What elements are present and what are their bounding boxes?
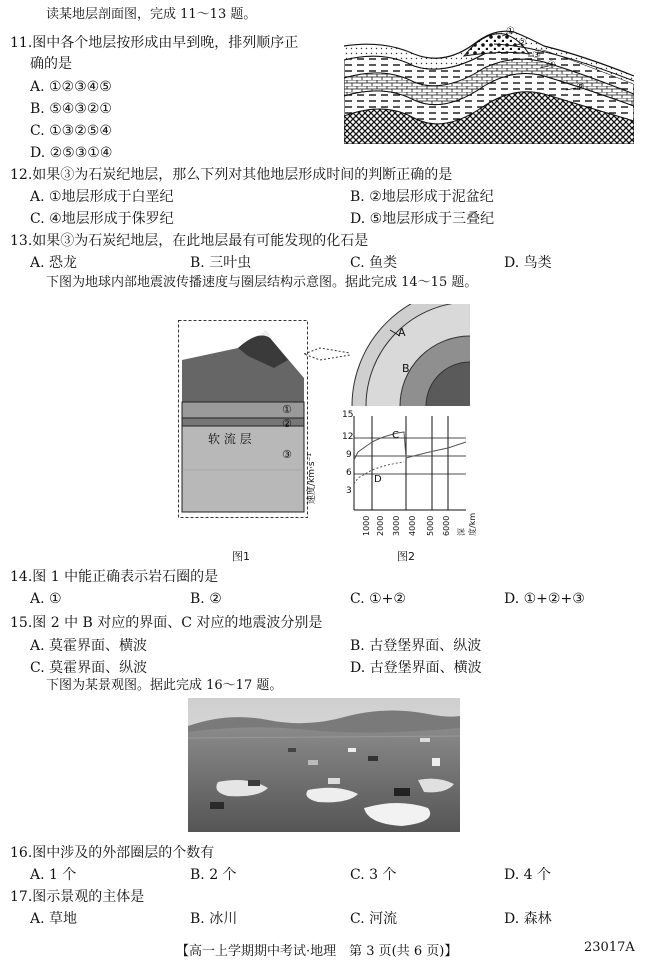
- q13-option-b[interactable]: B. 三叶虫: [190, 255, 252, 271]
- fig2-ytick-3: 3: [346, 486, 352, 496]
- fig2-ytick-6: 6: [346, 468, 352, 478]
- figure-2-caption: 图2: [397, 550, 415, 563]
- strata-label-5: ⑤: [576, 82, 585, 93]
- q17-option-b[interactable]: B. 冰川: [190, 911, 238, 927]
- strata-label-1: ①: [506, 26, 515, 37]
- q11-stem-line1: 11.图中各个地层按形成由早到晚，排列顺序正: [10, 35, 299, 51]
- earth-layers-quadrant: [350, 304, 470, 406]
- q11-option-c[interactable]: C. ①③②⑤④: [30, 123, 112, 139]
- section-intro-11-13: 读某地层剖面图，完成 11～13 题。: [46, 7, 257, 22]
- strata-cross-section-figure: [344, 26, 634, 144]
- q14-option-b[interactable]: B. ②: [190, 591, 222, 607]
- fig2-curve-label-c: C: [392, 430, 399, 441]
- q11-option-a[interactable]: A. ①②③④⑤: [30, 79, 112, 95]
- q15-option-c[interactable]: C. 莫霍界面、纵波: [30, 660, 148, 676]
- fig1-asthenosphere-label: 软 流 层: [208, 432, 252, 446]
- q13-option-c[interactable]: C. 鱼类: [350, 255, 398, 271]
- q15-option-b[interactable]: B. 古登堡界面、纵波: [350, 638, 482, 654]
- fig2-ylabel: 速度/km·s⁻¹: [307, 453, 317, 504]
- fig2-xtick-6000: 6000: [442, 515, 451, 536]
- figure-2-seismic-chart: [307, 408, 477, 544]
- fig2-ytick-15: 15: [342, 410, 354, 420]
- q12-stem: 12.如果③为石炭纪地层，那么下列对其他地层形成时间的判断正确的是: [10, 167, 453, 183]
- q14-option-d[interactable]: D. ①+②+③: [504, 591, 585, 607]
- q16-option-d[interactable]: D. 4 个: [504, 867, 551, 883]
- q15-option-a[interactable]: A. 莫霍界面、横波: [30, 638, 148, 654]
- circle-label-b: B: [402, 362, 410, 375]
- q12-option-a[interactable]: A. ①地层形成于白垩纪: [30, 189, 174, 205]
- q13-option-d[interactable]: D. 鸟类: [504, 255, 552, 271]
- fig2-curve-label-d: D: [374, 474, 382, 485]
- q14-stem: 14.图 1 中能正确表示岩石圈的是: [10, 569, 219, 585]
- strata-label-3: ③: [532, 50, 541, 61]
- exam-code: 23017A: [584, 940, 635, 955]
- fig1-layer-label-1: ①: [282, 403, 292, 416]
- fig2-ytick-12: 12: [342, 432, 354, 442]
- grassland-landscape-photo: [188, 698, 460, 832]
- section-intro-14-15: 下图为地球内部地震波传播速度与圈层结构示意图。据此完成 14～15 题。: [46, 275, 478, 290]
- q17-option-a[interactable]: A. 草地: [30, 911, 78, 927]
- q11-option-d[interactable]: D. ②⑤③①④: [30, 145, 113, 161]
- q12-option-d[interactable]: D. ⑤地层形成于三叠纪: [350, 211, 495, 227]
- q11-stem-line2: 确的是: [30, 56, 72, 72]
- figure-1-block-diagram: [178, 320, 308, 518]
- q15-stem: 15.图 2 中 B 对应的界面、C 对应的地震波分别是: [10, 615, 323, 631]
- fig2-xtick-1000: 1000: [362, 515, 371, 536]
- strata-label-2: ②: [518, 38, 527, 49]
- q16-option-a[interactable]: A. 1 个: [30, 867, 77, 883]
- q12-option-b[interactable]: B. ②地层形成于泥盆纪: [350, 189, 494, 205]
- fig2-xtick-4000: 4000: [408, 515, 417, 536]
- q16-option-b[interactable]: B. 2 个: [190, 867, 237, 883]
- q14-option-c[interactable]: C. ①+②: [350, 591, 406, 607]
- q13-stem: 13.如果③为石炭纪地层，在此地层最有可能发现的化石是: [10, 233, 369, 249]
- q11-option-b[interactable]: B. ⑤④③②①: [30, 101, 112, 117]
- q15-option-d[interactable]: D. 古登堡界面、横波: [350, 660, 482, 676]
- section-intro-16-17: 下图为某景观图。据此完成 16～17 题。: [46, 678, 283, 693]
- figure-1-caption: 图1: [232, 550, 250, 563]
- q17-option-d[interactable]: D. 森林: [504, 911, 552, 927]
- fig2-xtick-3000: 3000: [392, 515, 401, 536]
- fig2-xtick-2000: 2000: [376, 515, 385, 536]
- q16-stem: 16.图中涉及的外部圈层的个数有: [10, 845, 215, 861]
- q17-option-c[interactable]: C. 河流: [350, 911, 398, 927]
- fig2-xlabel: 深度/km: [457, 512, 477, 536]
- circle-label-a: A: [398, 326, 406, 339]
- page-footer: 【高一上学期期中考试·地理 第 3 页(共 6 页)】: [176, 944, 458, 959]
- fig1-layer-label-2: ②: [282, 417, 292, 430]
- q17-stem: 17.图示景观的主体是: [10, 889, 145, 905]
- fig2-ytick-9: 9: [346, 450, 352, 460]
- q16-option-c[interactable]: C. 3 个: [350, 867, 397, 883]
- fig2-xtick-5000: 5000: [426, 515, 435, 536]
- fig1-layer-label-3: ③: [282, 448, 292, 461]
- q12-option-c[interactable]: C. ④地层形成于侏罗纪: [30, 211, 174, 227]
- q13-option-a[interactable]: A. 恐龙: [30, 255, 78, 271]
- q14-option-a[interactable]: A. ①: [30, 591, 62, 607]
- strata-label-4: ④: [547, 60, 556, 71]
